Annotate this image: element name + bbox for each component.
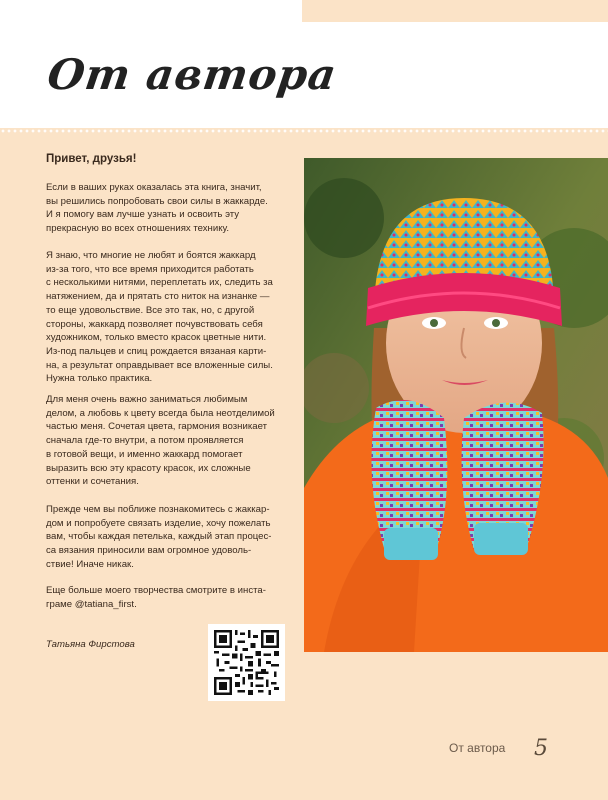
paragraph-2: Я знаю, что многие не любят и боятся жаккард из-за того, что все время приходится работать с несколькими нитями, переплетать их, следить за натяжением, да и прятать сто ниток на изнанке — то еще удовольствие. Все это так, но, с другой стороны, жаккард позволяет почувствовать себя художником, только вместо красок цветные нити. Из-под пальцев и спиц рождается вязаная карти- на, а результат оправдывает все вложенные силы. Нужна только практика. — [46, 250, 273, 385]
author-signature: Татьяна Фирстова — [46, 639, 135, 650]
qr-code-icon — [214, 630, 279, 695]
qr-code[interactable] — [208, 624, 285, 701]
paragraph-3: Для меня очень важно заниматься любимым делом, а любовь к цвету всегда была неотделимой частью меня. Сочетая цвета, гармония возникает сначала где-то внутри, а потом проявляется в готовой вещи, и именно жаккард помогает выразить всю эту красоту красок, их сложные оттенки и сочетания. — [46, 394, 275, 488]
page-title: От автора — [44, 50, 340, 99]
author-photo — [304, 158, 608, 652]
paragraph-4: Прежде чем вы поближе познакомитесь с жаккар- дом и попробуете связать изделие, хочу пожелать вам, чтобы каждая петелька, каждый этап процес- са вязания приносили вам огромное удоволь- ствие! Иначе никак. — [46, 504, 272, 570]
header-corner-band — [302, 0, 608, 22]
paragraph-1: Если в ваших руках оказалась эта книга, значит, вы решились попробовать свои силы в жаккарде. И я помогу вам лучше узнать и освоить эту прекрасную во всех отношениях технику. — [46, 182, 268, 235]
author-portrait-illustration — [304, 158, 608, 652]
paragraph-5: Еще больше моего творчества смотрите в инста- граме @tatiana_first. — [46, 585, 266, 610]
greeting-heading: Привет, друзья! — [46, 153, 137, 165]
running-footer: От автора — [449, 741, 506, 755]
page-number: 5 — [534, 736, 548, 761]
dotted-divider — [0, 127, 608, 135]
